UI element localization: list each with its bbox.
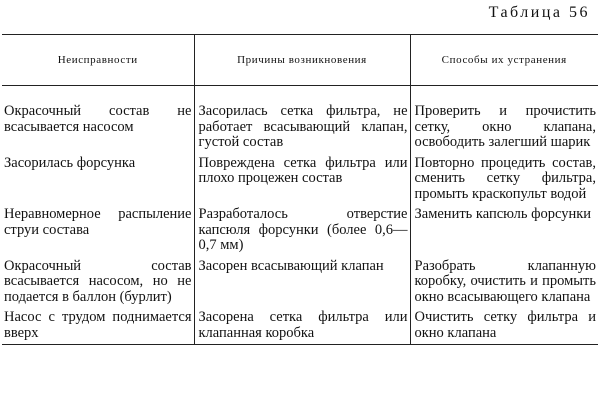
table-row: [2, 259, 598, 311]
fault-cell: Засорилась форсунка: [4, 154, 136, 171]
remedy-cell: Проверить и прочистить сетку, окно клапана, освободить залегший шарик: [410, 86, 598, 156]
faults-table: [2, 34, 598, 345]
header-row: [2, 35, 598, 86]
remedy-cell: Очистить сетку фильтра и окно клапана: [410, 310, 598, 345]
header-faults: Неисправности: [2, 35, 194, 86]
cause-cell: Разработалось отверстие капсюля форсунки (более 0,6—0,7 мм): [194, 207, 410, 259]
table-row: [2, 86, 598, 156]
table-row: [2, 310, 598, 345]
fault-cell: Насос с трудом поднимается вверх: [2, 310, 194, 345]
table-row: [2, 207, 598, 259]
cause-cell: Засорена сетка фильтра или клапанная коробка: [194, 310, 410, 345]
remedy-cell: Заменить капсюль форсунки: [410, 207, 598, 259]
remedy-cell: Разобрать клапанную коробку, очистить и промыть окно всасывающего клапана: [410, 259, 598, 311]
fault-cell: Окрасочный состав не всасывается насосом: [4, 103, 192, 135]
cause-cell: Засорен всасывающий клапан: [194, 259, 410, 311]
cause-cell: Повреждена сетка фильтра или плохо процежен состав: [194, 156, 410, 208]
fault-cell: Неравномерное распыление струи состава: [4, 206, 192, 238]
table-caption: Таблица 56: [488, 4, 590, 21]
fault-cell: Окрасочный состав всасывается насосом, но не подается в баллон (бурлит): [4, 257, 192, 305]
cause-cell: Засорилась сетка фильтра, не работает всасывающий клапан, густой состав: [194, 86, 410, 156]
header-causes: Причины возникновения: [194, 35, 410, 86]
header-remedies: Способы их устранения: [410, 35, 598, 86]
table-row: [2, 156, 598, 208]
remedy-cell: Повторно процедить состав, сменить сетку фильтра, промыть краскопульт водой: [410, 156, 598, 208]
